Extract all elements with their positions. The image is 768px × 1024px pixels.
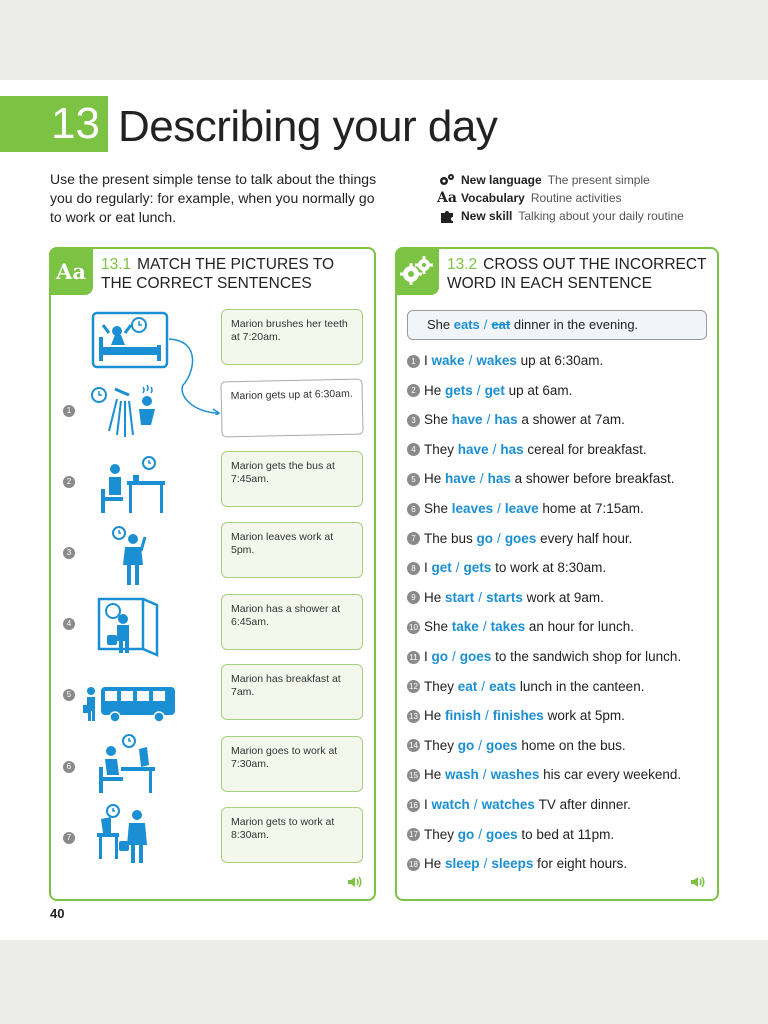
example-arrow xyxy=(163,335,223,415)
item-number: 1 xyxy=(63,405,75,417)
option-b[interactable]: watches xyxy=(481,797,535,812)
sentence-start: She xyxy=(424,501,449,516)
slash: / xyxy=(482,619,487,635)
item-number: 3 xyxy=(407,414,420,427)
option-a[interactable]: have xyxy=(457,441,489,457)
sentence-start: They xyxy=(424,678,455,694)
exercise-title: MATCH THE PICTURES TO THE CORRECT SENTENCES xyxy=(101,256,335,292)
meta-key: New language xyxy=(461,173,542,187)
sentence-end: a shower at 7am. xyxy=(521,412,625,428)
sentence-end: to the sandwich shop for lunch. xyxy=(495,649,682,664)
option-a[interactable]: go xyxy=(476,530,494,546)
meta-key: Vocabulary xyxy=(461,191,525,205)
exercise-heading xyxy=(447,255,712,293)
item-number: 10 xyxy=(407,621,420,634)
meta-new-language xyxy=(436,171,684,189)
sentence-start: I xyxy=(424,560,428,576)
exercise-heading xyxy=(101,255,366,293)
option-b[interactable]: goes xyxy=(486,737,518,753)
exercise-title: CROSS OUT THE INCORRECT WORD IN EACH SENTENCE xyxy=(447,256,707,292)
item-number: 4 xyxy=(63,618,75,630)
option-correct[interactable]: eats xyxy=(453,317,480,332)
sentence-end: home on the bus. xyxy=(521,737,626,753)
item-number: 12 xyxy=(407,680,420,693)
option-b[interactable]: wakes xyxy=(476,353,517,368)
sentence-end: work at 5pm. xyxy=(547,708,625,724)
item-number: 14 xyxy=(407,739,420,752)
sentence-start: She xyxy=(424,619,449,635)
exercise-row xyxy=(407,588,604,608)
example-answer-box[interactable]: Marion gets up at 6:30am. xyxy=(220,379,363,438)
sentence-end: for eight hours. xyxy=(537,856,628,872)
exercise-row xyxy=(407,736,626,756)
exercise-row xyxy=(407,351,603,371)
meta-vocabulary xyxy=(436,189,684,207)
sentence-box[interactable]: Marion goes to work at 7:30am. xyxy=(221,736,363,792)
slash: / xyxy=(497,501,501,516)
sentence-start: She xyxy=(424,412,449,428)
sentence-end: cereal for breakfast. xyxy=(527,441,647,457)
lesson-meta xyxy=(436,171,684,225)
sentence-start: He xyxy=(424,767,442,783)
sentence-end: work at 9am. xyxy=(526,589,604,605)
sentence-start: He xyxy=(424,856,442,872)
item-number: 1 xyxy=(407,355,420,368)
meta-value: Routine activities xyxy=(530,191,622,205)
option-b[interactable]: sleeps xyxy=(491,856,534,872)
option-b[interactable]: starts xyxy=(486,589,523,605)
sentence-start: They xyxy=(424,441,455,457)
exercise-row xyxy=(407,825,614,845)
slash: / xyxy=(486,412,491,428)
exercise-row xyxy=(407,677,644,697)
sentence-box[interactable]: Marion has a shower at 6:45am. xyxy=(221,594,363,650)
chapter-number-badge xyxy=(0,96,108,152)
sentence-end: an hour for lunch. xyxy=(528,619,634,635)
sentence-start: I xyxy=(424,353,428,368)
leaving-work-icon xyxy=(89,803,169,867)
item-number: 8 xyxy=(407,562,420,575)
gears-icon xyxy=(399,254,435,288)
option-a[interactable]: sleep xyxy=(445,856,480,872)
meta-key: New skill xyxy=(461,209,513,223)
exercise-row xyxy=(407,765,681,785)
sentence-box[interactable]: Marion brushes her teeth at 7:20am. xyxy=(221,309,363,365)
option-b[interactable]: finishes xyxy=(492,708,544,724)
slash: / xyxy=(483,856,488,872)
sentence-box[interactable]: Marion leaves work at 5pm. xyxy=(221,522,363,578)
option-b[interactable]: has xyxy=(487,471,511,487)
sentence-start: He xyxy=(424,589,442,605)
exercise-row xyxy=(407,854,627,874)
sentence-start: I xyxy=(424,649,428,664)
exercise-row xyxy=(407,469,674,489)
option-b[interactable]: get xyxy=(484,382,505,398)
meta-value: The present simple xyxy=(547,173,650,187)
audio-speaker-icon[interactable] xyxy=(690,875,706,889)
option-a[interactable]: get xyxy=(431,560,452,576)
slash: / xyxy=(492,441,497,457)
option-a[interactable]: leaves xyxy=(451,501,494,516)
item-number: 3 xyxy=(63,547,75,559)
gears-icon xyxy=(436,173,458,187)
option-a[interactable]: start xyxy=(445,589,475,605)
sentence-end: to bed at 11pm. xyxy=(521,826,615,842)
item-number: 16 xyxy=(407,799,420,812)
slash: / xyxy=(468,353,473,368)
item-number: 6 xyxy=(63,761,75,773)
slash: / xyxy=(478,589,483,605)
sentence-box[interactable]: Marion gets to work at 8:30am. xyxy=(221,807,363,863)
exercise-row xyxy=(407,410,625,430)
audio-speaker-icon[interactable] xyxy=(347,875,363,889)
sentence-end: a shower before breakfast. xyxy=(514,471,675,487)
item-number: 11 xyxy=(407,651,420,664)
sentence-end: his car every weekend. xyxy=(543,767,682,783)
sentence-end: lunch in the canteen. xyxy=(519,678,645,694)
option-b[interactable]: goes xyxy=(459,649,492,664)
option-b[interactable]: goes xyxy=(504,530,537,546)
exercise-row xyxy=(407,558,606,578)
exercise-row xyxy=(407,529,632,549)
option-a[interactable]: wash xyxy=(445,767,479,783)
slash: / xyxy=(497,530,501,546)
option-b[interactable]: gets xyxy=(463,560,492,576)
option-a[interactable]: go xyxy=(457,826,475,842)
sentence-end: up at 6:30am. xyxy=(520,353,604,368)
sentence-box[interactable]: Marion has breakfast at 7am. xyxy=(221,664,363,720)
getting-up-bed-icon xyxy=(91,309,171,373)
exercise-row xyxy=(407,647,681,667)
option-b[interactable]: has xyxy=(494,412,518,428)
option-a[interactable]: watch xyxy=(431,797,470,812)
option-b[interactable]: goes xyxy=(486,826,518,842)
slash: / xyxy=(483,317,488,332)
sentence-end: dinner in the evening. xyxy=(513,317,639,332)
sentence-start: She xyxy=(427,317,451,332)
vocabulary-badge: Aa xyxy=(49,247,93,295)
exercise-row xyxy=(407,617,634,637)
sentence-start: He xyxy=(424,471,442,487)
slash: / xyxy=(478,826,483,842)
slash: / xyxy=(473,797,478,812)
item-number: 13 xyxy=(407,710,420,723)
sentence-end: home at 7:15am. xyxy=(542,501,644,516)
sentence-start: He xyxy=(424,382,442,398)
intro-text: Use the present simple tense to talk about the things you do regularly: for example, when you normally go to work or eat lunch. xyxy=(50,171,377,225)
slash: / xyxy=(479,471,484,487)
sentence-end: TV after dinner. xyxy=(538,797,631,812)
sentence-box[interactable]: Marion gets the bus at 7:45am. xyxy=(221,451,363,507)
option-a[interactable]: finish xyxy=(445,708,482,724)
slash: / xyxy=(478,737,483,753)
option-a[interactable]: take xyxy=(451,619,479,635)
aa-vocabulary-icon: Aa xyxy=(437,190,457,206)
puzzle-piece-icon xyxy=(436,209,458,223)
sentence-start: He xyxy=(424,708,442,724)
page-title: Describing your day xyxy=(118,102,498,151)
item-number: 4 xyxy=(407,443,420,456)
item-number: 6 xyxy=(407,503,420,516)
exercise-row xyxy=(407,499,644,519)
sentence-end: up at 6am. xyxy=(508,382,573,398)
exercise-number: 13.1 xyxy=(101,256,132,273)
exercise-row xyxy=(407,706,625,726)
option-a[interactable]: wake xyxy=(431,353,465,368)
language-badge xyxy=(395,247,439,295)
option-a[interactable]: go xyxy=(431,649,449,664)
page-number: 40 xyxy=(50,906,65,921)
shower-icon xyxy=(89,381,169,445)
exercise-row xyxy=(407,795,631,815)
item-number: 15 xyxy=(407,769,420,782)
exercise-row xyxy=(407,381,572,401)
exercise-row xyxy=(407,440,647,460)
sentence-end: every half hour. xyxy=(540,530,633,546)
sentence-start: They xyxy=(424,737,455,753)
option-a[interactable]: eat xyxy=(457,678,478,694)
item-number: 18 xyxy=(407,858,420,871)
option-a[interactable]: go xyxy=(457,737,475,753)
exercise-number: 13.2 xyxy=(447,256,478,273)
bus-icon xyxy=(81,673,177,737)
slash: / xyxy=(485,708,489,724)
meta-value: Talking about your daily routine xyxy=(518,209,684,223)
desk-work-icon xyxy=(89,733,169,797)
option-b[interactable]: eats xyxy=(489,678,517,694)
sentence-start: They xyxy=(424,826,455,842)
sentence-start: The bus xyxy=(424,530,473,546)
option-crossed-out[interactable]: eat xyxy=(491,317,511,332)
slash: / xyxy=(476,382,481,398)
sentence-end: to work at 8:30am. xyxy=(495,560,607,576)
brushing-teeth-icon xyxy=(89,525,169,589)
example-sentence xyxy=(407,310,707,340)
option-b[interactable]: washes xyxy=(490,767,540,783)
option-b[interactable]: leave xyxy=(504,501,539,516)
item-number: 7 xyxy=(407,532,420,545)
slash: / xyxy=(455,560,460,576)
option-a[interactable]: have xyxy=(445,471,476,487)
option-a[interactable]: have xyxy=(451,412,483,428)
slash: / xyxy=(452,649,456,664)
slash: / xyxy=(482,767,487,783)
item-number: 9 xyxy=(407,591,420,604)
sentence-start: I xyxy=(424,797,428,812)
exercise-13-1-panel xyxy=(49,247,376,901)
meta-new-skill xyxy=(436,207,684,225)
chapter-number: 13 xyxy=(51,99,100,148)
exercise-13-2-panel xyxy=(395,247,719,901)
item-number: 17 xyxy=(407,828,420,841)
option-b[interactable]: has xyxy=(500,441,524,457)
item-number: 7 xyxy=(63,832,75,844)
item-number: 5 xyxy=(63,689,75,701)
breakfast-table-icon xyxy=(89,455,169,519)
item-number: 2 xyxy=(407,384,420,397)
leaving-door-icon xyxy=(89,595,169,659)
option-a[interactable]: gets xyxy=(445,382,473,398)
slash: / xyxy=(481,678,486,694)
item-number: 2 xyxy=(63,476,75,488)
option-b[interactable]: takes xyxy=(490,619,526,635)
item-number: 5 xyxy=(407,473,420,486)
